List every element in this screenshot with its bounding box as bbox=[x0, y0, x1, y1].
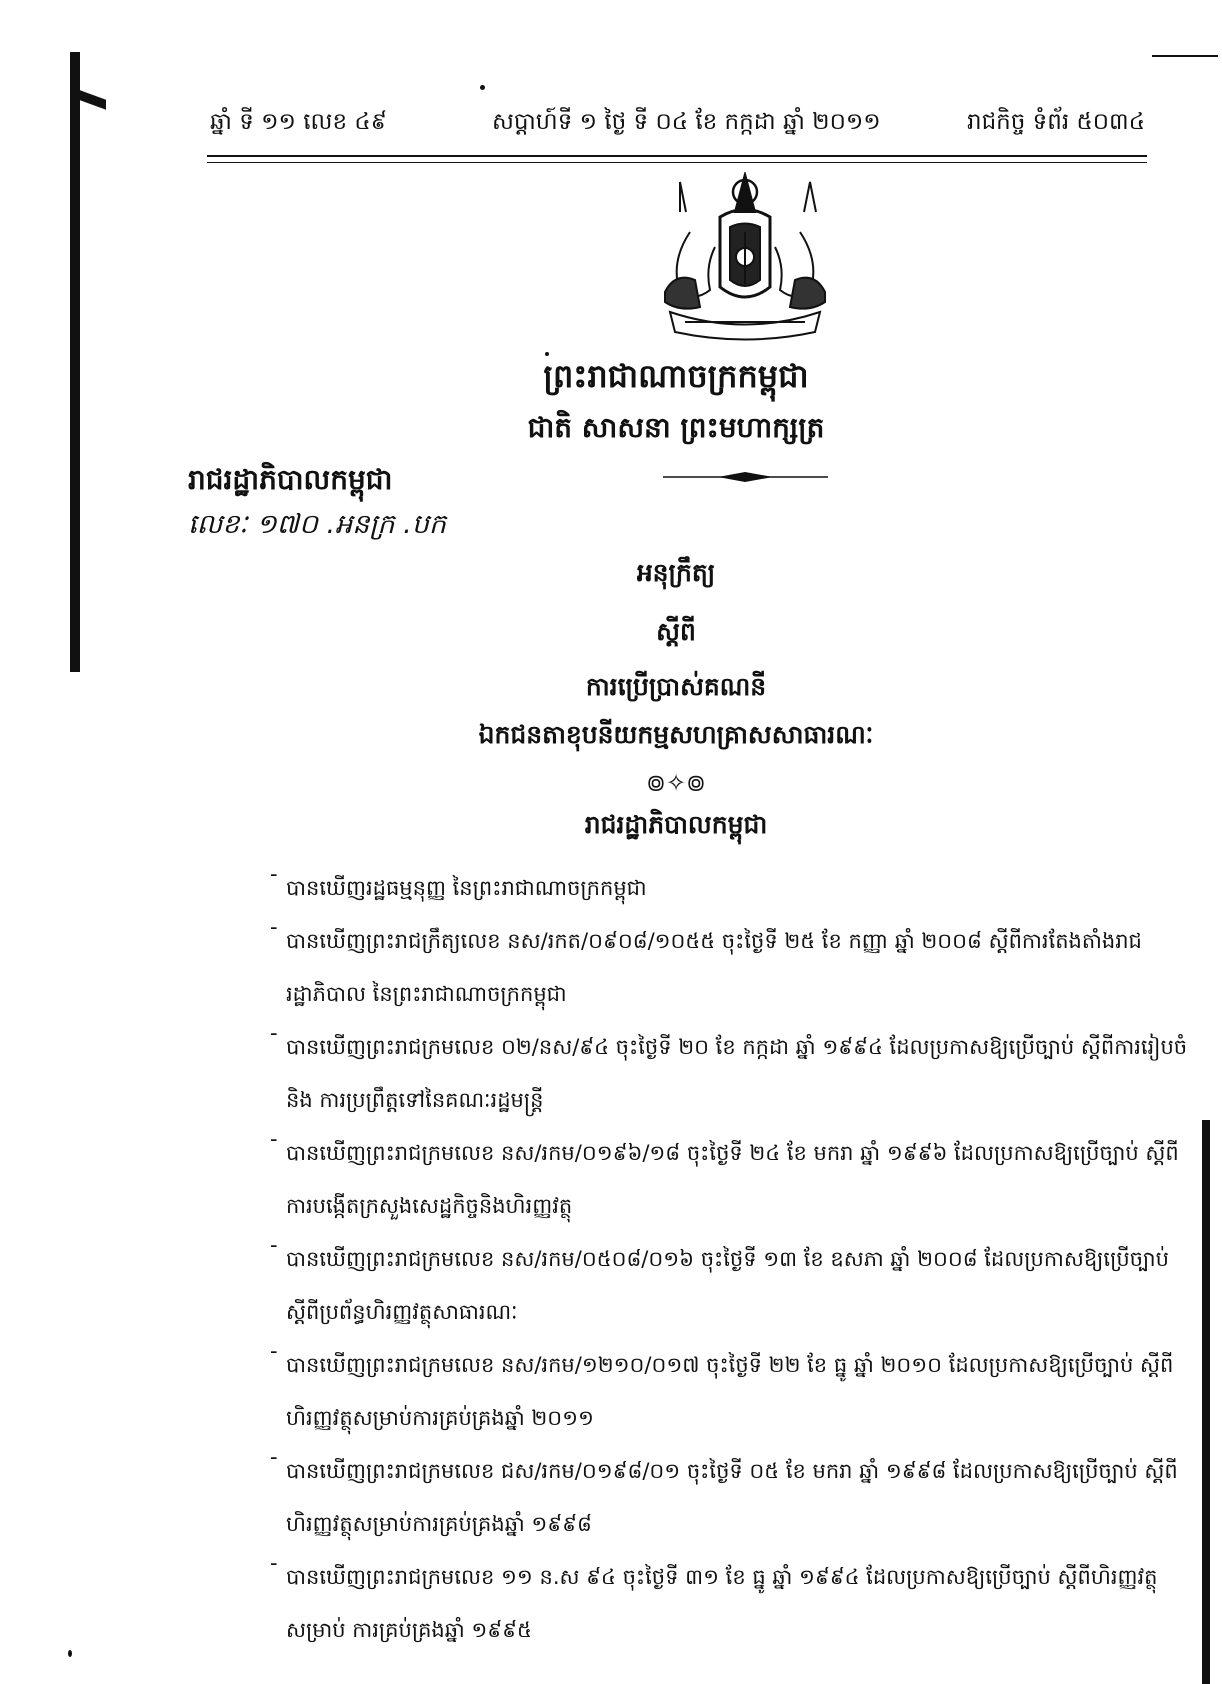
header-rule bbox=[207, 162, 1147, 163]
royal-coat-of-arms-icon bbox=[650, 172, 840, 342]
list-bullet: - bbox=[270, 1445, 278, 1469]
decree-type: អនុក្រឹត្យ bbox=[636, 558, 716, 587]
list-bullet: - bbox=[270, 1021, 278, 1045]
decree-subject-line-2: ឯកជនតាខុបនីយកម្មសហគ្រាសសាធារណៈ bbox=[478, 720, 874, 749]
list-bullet: - bbox=[270, 1233, 278, 1257]
clause-text: បានឃើញព្រះរាជក្រមលេខ នស/រកម/០៥០៨/០១៦ ចុះថ្ងៃទី ១៣ ខែ ឧសភា ឆ្នាំ ២០០៨ ដែលប្រកាសឱ្យប្រើច្បាប់ ស្តីពីប្រព័ន្ធហិរញ្ញវត្ថុសាធារណៈ bbox=[286, 1247, 1169, 1324]
list-item bbox=[270, 1551, 1205, 1657]
list-item bbox=[270, 1339, 1205, 1445]
list-item bbox=[270, 915, 1205, 1021]
section-ornament: ៙✧៙ bbox=[646, 769, 706, 797]
gazette-year-issue: ឆ្នាំ ទី ១១ លេខ ៤៩ bbox=[210, 109, 387, 135]
list-item bbox=[270, 1233, 1205, 1339]
scan-edge-notch bbox=[80, 90, 106, 109]
clause-text: បានឃើញព្រះរាជក្រមលេខ ១១ ន.ស ៩៤ ចុះថ្ងៃទី ៣១ ខែ ធ្នូ ឆ្នាំ ១៩៩៤ ដែលប្រកាសឱ្យប្រើច្បាប់ ស្តីពីហិរញ្ញវត្ថុសម្រាប់ ការគ្រប់គ្រងឆ្នាំ ១៩៩៥ bbox=[286, 1565, 1158, 1642]
list-bullet: - bbox=[270, 915, 278, 939]
list-bullet: - bbox=[270, 862, 278, 886]
list-bullet: - bbox=[270, 1339, 278, 1363]
issuer-name: រាជរដ្ឋាភិបាលកម្ពុជា bbox=[188, 463, 393, 496]
clause-text: បានឃើញព្រះរាជក្រមលេខ ជស/រកម/០១៩៨/០១ ចុះថ្ងៃទី ០៥ ខែ មករា ឆ្នាំ ១៩៩៨ ដែលប្រកាសឱ្យប្រើច្បាប់ ស្តីពី ហិរញ្ញវត្ថុសម្រាប់ការគ្រប់គ្រងឆ្នាំ ១៩៩៨ bbox=[286, 1459, 1178, 1536]
clause-text: បានឃើញព្រះរាជក្រមលេខ នស/រកម/១២១០/០១៧ ចុះថ្ងៃទី ២២ ខែ ធ្នូ ឆ្នាំ ២០១០ ដែលប្រកាសឱ្យប្រើច្បាប់ ស្តីពី ហិរញ្ញវត្ថុសម្រាប់ការគ្រប់គ្រងឆ្នាំ ២០១១ bbox=[286, 1353, 1174, 1430]
scan-speck bbox=[480, 85, 485, 90]
gazette-page-number: រាជកិច្ច ទំព័រ ៥០៣៤ bbox=[966, 109, 1145, 135]
issuer-name-repeat: រាជរដ្ឋាភិបាលកម្ពុជា bbox=[584, 810, 768, 839]
decree-reference-number: លេខៈ ១៧០ .អនក្រ .បក bbox=[188, 509, 447, 540]
divider-ornament-icon bbox=[663, 470, 828, 484]
preamble-clauses bbox=[270, 862, 1205, 1657]
clause-text: បានឃើញព្រះរាជក្រមលេខ នស/រកម/០១៩៦/១៨ ចុះថ្ងៃទី ២៤ ខែ មករា ឆ្នាំ ១៩៩៦ ដែលប្រកាសឱ្យប្រើច្បាប់ ស្តីពី ការបង្កើតក្រសួងសេដ្ឋកិច្ចនិងហិរញ្ញវត្ថុ bbox=[286, 1141, 1179, 1218]
clause-text: បានឃើញព្រះរាជក្រមលេខ ០២/នស/៩៤ ចុះថ្ងៃទី ២០ ខែ កក្កដា ឆ្នាំ ១៩៩៤ ដែលប្រកាសឱ្យប្រើច្បាប់ ស្តីពីការរៀបចំ និង ការប្រព្រឹត្តទៅនៃគណៈរដ្ឋមន្ត្រី bbox=[286, 1035, 1188, 1112]
scan-mark-top-right bbox=[1152, 55, 1218, 57]
decree-subject-line-1: ការប្រើប្រាស់គណនី bbox=[585, 672, 767, 701]
gazette-date: សប្តាហ៍ទី ១ ថ្ងៃ ទី ០៤ ខែ កក្កដា ឆ្នាំ ២០១១ bbox=[492, 109, 881, 135]
list-bullet: - bbox=[270, 1127, 278, 1151]
clause-text: បានឃើញព្រះរាជក្រឹត្យលេខ នស/រកត/០៩០៨/១០៥៥ ចុះថ្ងៃទី ២៥ ខែ កញ្ញា ឆ្នាំ ២០០៨ ស្តីពីការតែងតាំងរាជរដ្ឋាភិបាល នៃព្រះរាជាណាចក្រកម្ពុជា bbox=[286, 929, 1142, 1006]
gazette-header bbox=[210, 108, 1145, 148]
list-item bbox=[270, 1127, 1205, 1233]
list-item bbox=[270, 1445, 1205, 1551]
kingdom-title: ព្រះរាជាណាចក្រកម្ពុជា bbox=[543, 357, 809, 395]
list-item bbox=[270, 1021, 1205, 1127]
clause-text: បានឃើញរដ្ឋធម្មនុញ្ញ នៃព្រះរាជាណាចក្រកម្ពុជា bbox=[286, 876, 647, 900]
scan-speck bbox=[68, 1650, 72, 1657]
header-rule bbox=[207, 155, 1147, 157]
national-motto: ជាតិ សាសនា ព្រះមហាក្សត្រ bbox=[527, 411, 825, 444]
decree-on: ស្តីពី bbox=[656, 617, 696, 646]
list-bullet: - bbox=[270, 1551, 278, 1575]
list-item bbox=[270, 862, 1205, 915]
